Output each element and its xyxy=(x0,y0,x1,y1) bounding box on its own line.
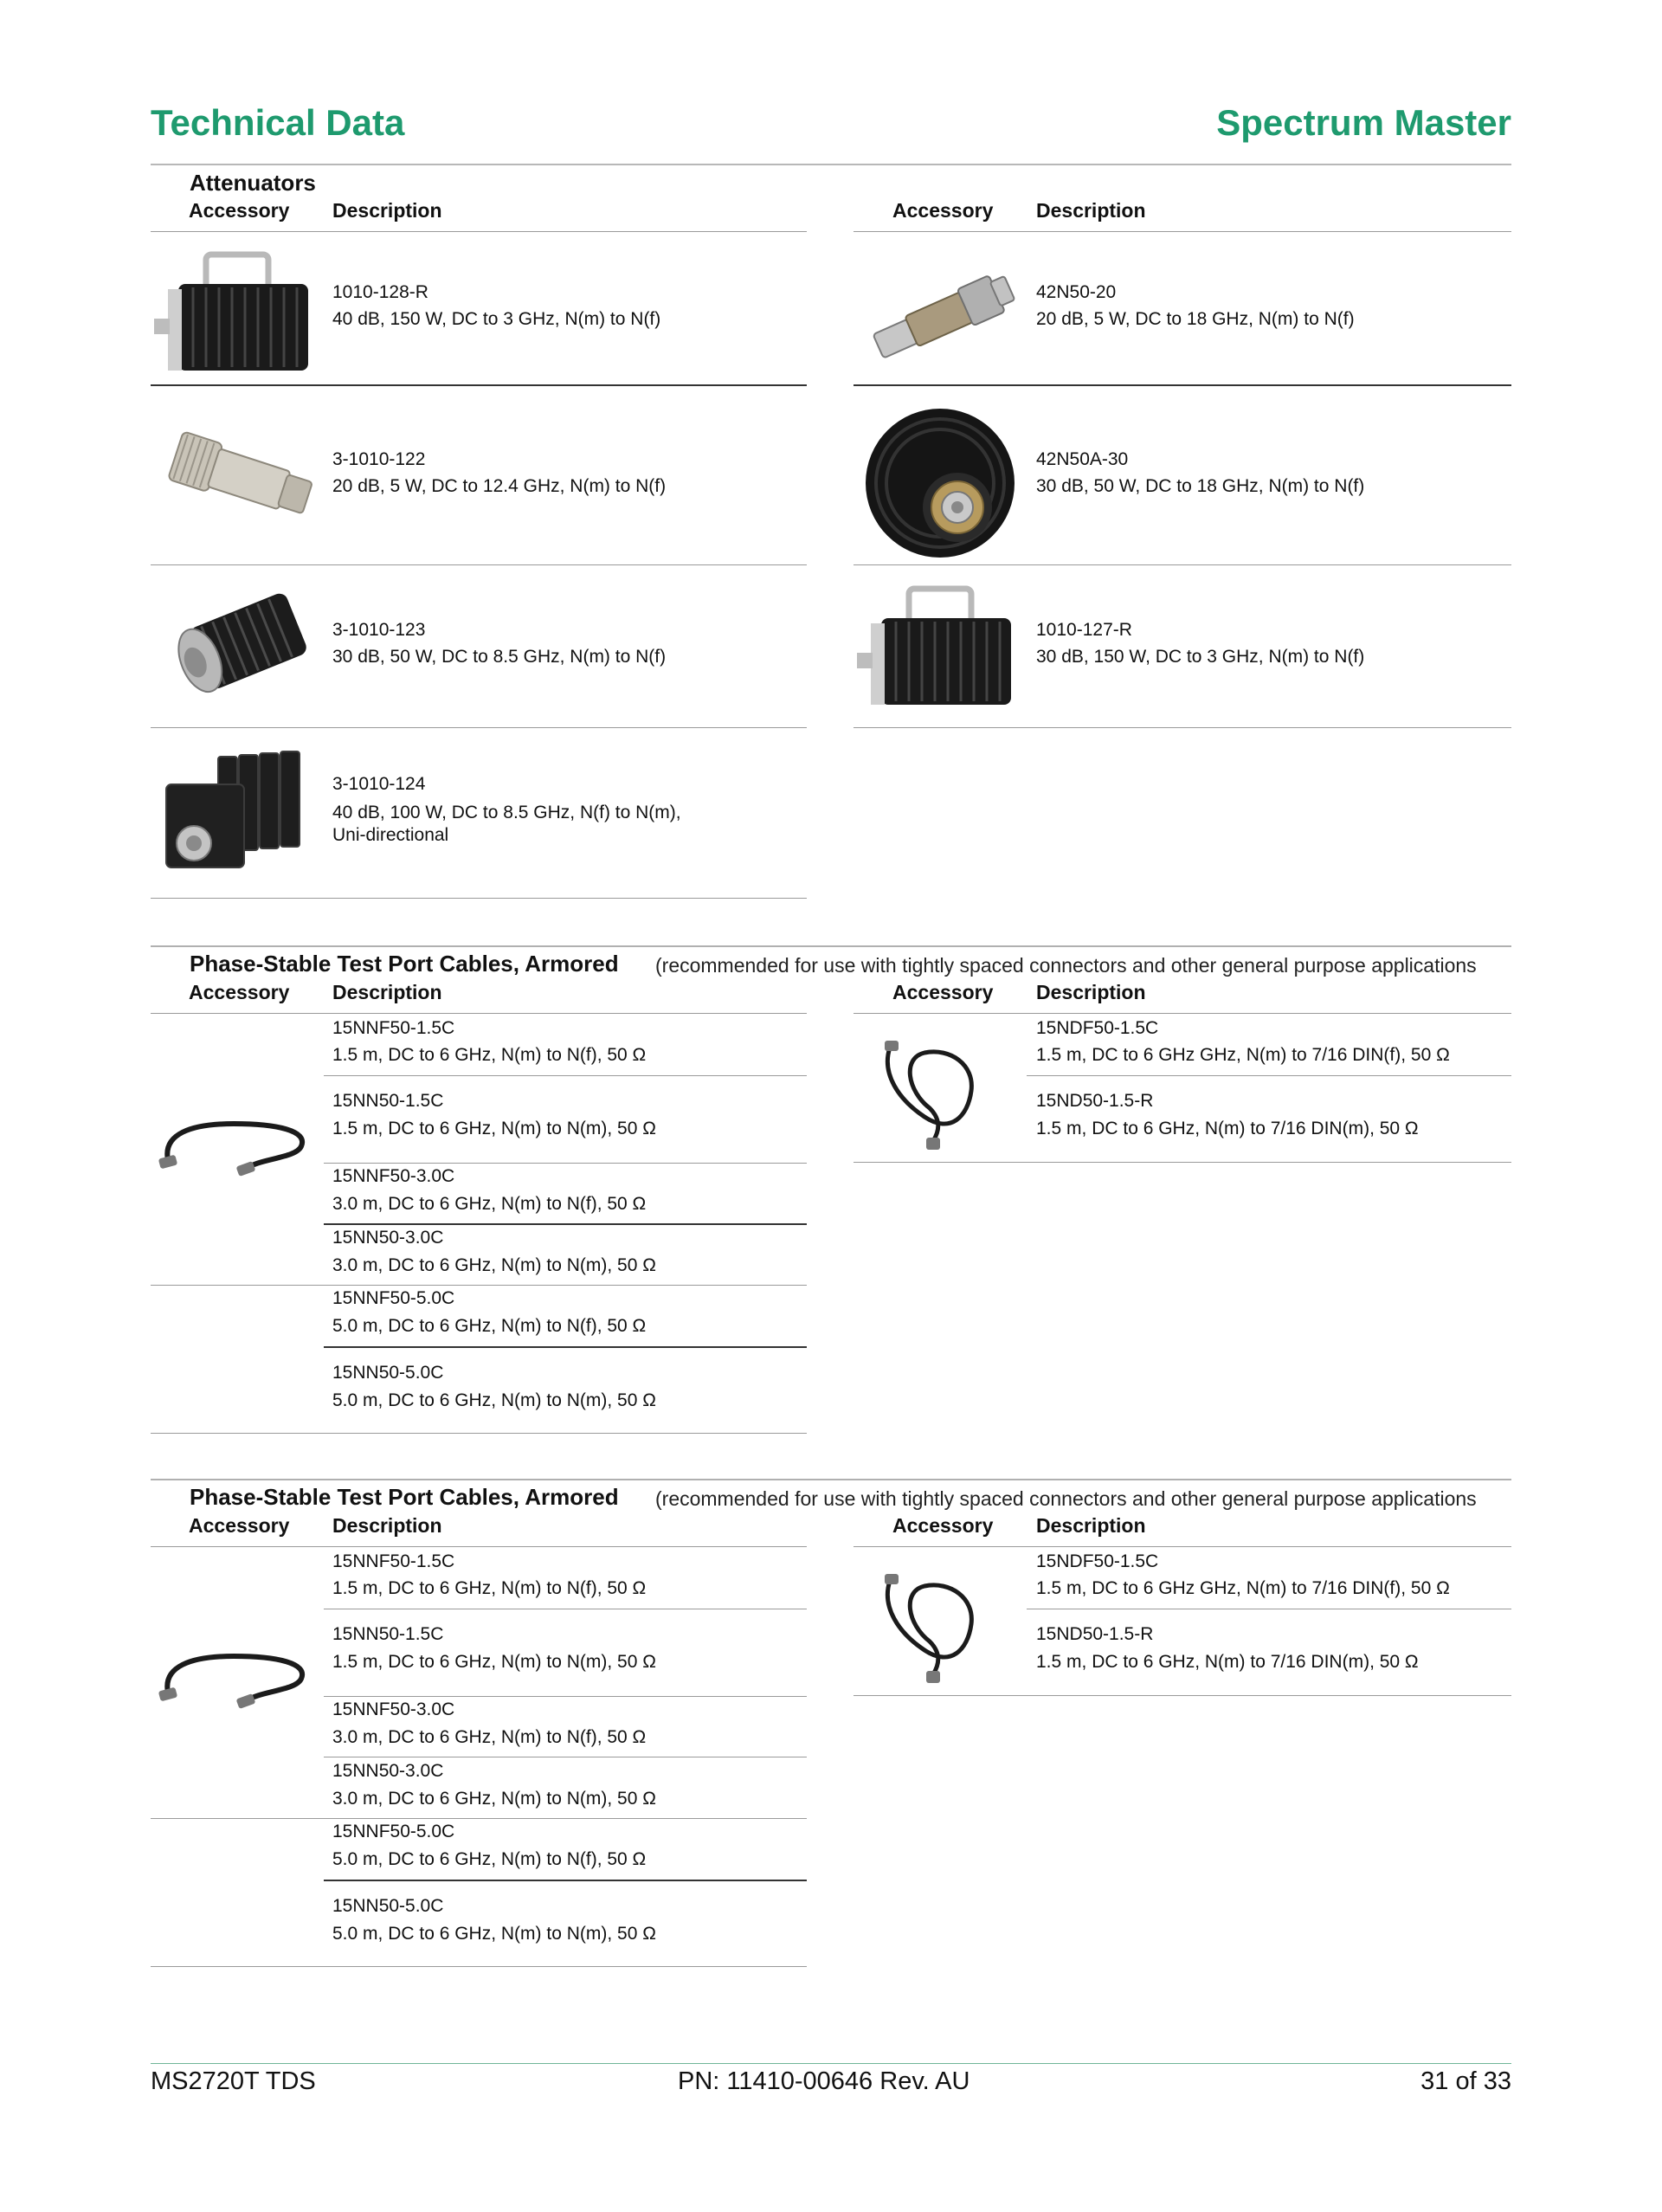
cable-code: 15ND50-1.5-R xyxy=(1036,1624,1154,1644)
cable-code: 15NNF50-5.0C xyxy=(332,1288,455,1308)
section-title-cables: Phase-Stable Test Port Cables, Armored xyxy=(190,1484,619,1510)
page-title: Technical Data xyxy=(151,102,405,143)
divider xyxy=(151,1818,807,1819)
cable-code: 15ND50-1.5-R xyxy=(1036,1091,1154,1111)
header-divider xyxy=(151,164,1511,165)
col-header-description: Description xyxy=(1036,1514,1146,1537)
divider xyxy=(854,564,1511,565)
col-header-description: Description xyxy=(332,981,442,1003)
attenuator-handle-image xyxy=(857,585,1021,715)
divider xyxy=(854,231,1511,232)
divider xyxy=(151,1285,807,1286)
divider xyxy=(854,1013,1511,1014)
cable-code: 15NNF50-1.5C xyxy=(332,1551,455,1571)
col-header-description: Description xyxy=(332,199,442,222)
divider xyxy=(324,1880,807,1881)
col-header-accessory: Accessory xyxy=(189,1514,290,1537)
cable-code: 15NN50-5.0C xyxy=(332,1363,444,1383)
divider xyxy=(854,1695,1511,1696)
attenuator-heatsink-image xyxy=(158,750,313,880)
divider xyxy=(854,1546,1511,1547)
cable-description: 5.0 m, DC to 6 GHz, N(m) to N(f), 50 Ω xyxy=(332,1849,647,1869)
accessory-code: 3-1010-122 xyxy=(332,449,426,469)
attenuator-slim-image xyxy=(860,260,1025,377)
attenuator-round-image xyxy=(862,405,1018,561)
divider xyxy=(151,384,807,386)
cable-code: 15NNF50-3.0C xyxy=(332,1166,455,1186)
cable-description: 1.5 m, DC to 6 GHz, N(m) to N(f), 50 Ω xyxy=(332,1045,647,1065)
divider xyxy=(151,1013,807,1014)
accessory-description: 20 dB, 5 W, DC to 18 GHz, N(m) to N(f) xyxy=(1036,309,1355,329)
cable-image xyxy=(881,1030,985,1151)
accessory-code: 3-1010-123 xyxy=(332,620,426,640)
cable-description: 5.0 m, DC to 6 GHz, N(m) to N(f), 50 Ω xyxy=(332,1316,647,1336)
cable-description: 1.5 m, DC to 6 GHz GHz, N(m) to 7/16 DIN(f), 50 Ω xyxy=(1036,1578,1450,1598)
section-divider xyxy=(151,1479,1511,1480)
section-divider xyxy=(151,945,1511,947)
cable-description: 5.0 m, DC to 6 GHz, N(m) to N(m), 50 Ω xyxy=(332,1390,656,1410)
cable-code: 15NN50-1.5C xyxy=(332,1624,444,1644)
attenuator-handle-image xyxy=(154,251,319,381)
cable-description: 3.0 m, DC to 6 GHz, N(m) to N(m), 50 Ω xyxy=(332,1255,656,1275)
section-note: (recommended for use with tightly spaced connectors and other general purpose applications xyxy=(655,1487,1477,1510)
cable-description: 3.0 m, DC to 6 GHz, N(m) to N(f), 50 Ω xyxy=(332,1194,647,1214)
col-header-description: Description xyxy=(1036,199,1146,222)
cable-code: 15NN50-5.0C xyxy=(332,1896,444,1916)
divider xyxy=(151,564,807,565)
col-header-accessory: Accessory xyxy=(189,199,290,222)
cable-code: 15NDF50-1.5C xyxy=(1036,1018,1159,1038)
section-title-cables: Phase-Stable Test Port Cables, Armored xyxy=(190,951,619,977)
footer-doc-name: MS2720T TDS xyxy=(151,2067,316,2095)
divider xyxy=(151,1966,807,1967)
divider xyxy=(151,1546,807,1547)
cable-description: 1.5 m, DC to 6 GHz, N(m) to 7/16 DIN(m), 50 Ω xyxy=(1036,1119,1419,1138)
attenuator-finned-image xyxy=(163,587,310,704)
footer-page-number: 31 of 33 xyxy=(1420,2067,1511,2095)
col-header-accessory: Accessory xyxy=(892,1514,994,1537)
cable-description: 3.0 m, DC to 6 GHz, N(m) to N(m), 50 Ω xyxy=(332,1789,656,1809)
attenuator-barrel-image xyxy=(164,419,320,540)
divider xyxy=(854,384,1511,386)
accessory-code: 1010-127-R xyxy=(1036,620,1132,640)
cable-code: 15NNF50-5.0C xyxy=(332,1822,455,1841)
accessory-code: 42N50A-30 xyxy=(1036,449,1129,469)
cable-code: 15NDF50-1.5C xyxy=(1036,1551,1159,1571)
accessory-description: 30 dB, 50 W, DC to 8.5 GHz, N(m) to N(f) xyxy=(332,647,667,667)
accessory-code: 1010-128-R xyxy=(332,282,428,302)
cable-description: 3.0 m, DC to 6 GHz, N(m) to N(f), 50 Ω xyxy=(332,1727,647,1747)
divider xyxy=(854,1162,1511,1163)
col-header-description: Description xyxy=(1036,981,1146,1003)
divider xyxy=(1027,1075,1511,1076)
section-title-attenuators: Attenuators xyxy=(190,170,316,196)
col-header-accessory: Accessory xyxy=(892,981,994,1003)
accessory-description: 40 dB, 100 W, DC to 8.5 GHz, N(f) to N(m), Uni-directional xyxy=(332,803,681,845)
cable-image xyxy=(156,1641,312,1710)
cable-description: 1.5 m, DC to 6 GHz GHz, N(m) to 7/16 DIN(f), 50 Ω xyxy=(1036,1045,1450,1065)
product-title: Spectrum Master xyxy=(1216,102,1511,143)
cable-code: 15NN50-3.0C xyxy=(332,1228,444,1248)
footer-part-number: PN: 11410-00646 Rev. AU xyxy=(678,2067,970,2095)
cable-image xyxy=(881,1564,985,1685)
cable-image xyxy=(156,1108,312,1177)
cable-description: 5.0 m, DC to 6 GHz, N(m) to N(m), 50 Ω xyxy=(332,1924,656,1944)
cable-code: 15NNF50-3.0C xyxy=(332,1699,455,1719)
cable-code: 15NN50-3.0C xyxy=(332,1761,444,1781)
cable-description: 1.5 m, DC to 6 GHz, N(m) to 7/16 DIN(m), 50 Ω xyxy=(1036,1652,1419,1672)
footer-divider xyxy=(151,2063,1511,2064)
divider xyxy=(151,898,807,899)
accessory-description: 40 dB, 150 W, DC to 3 GHz, N(m) to N(f) xyxy=(332,309,661,329)
cable-code: 15NN50-1.5C xyxy=(332,1091,444,1111)
divider xyxy=(324,1075,807,1076)
col-header-accessory: Accessory xyxy=(189,981,290,1003)
accessory-description: 30 dB, 150 W, DC to 3 GHz, N(m) to N(f) xyxy=(1036,647,1365,667)
cable-description: 1.5 m, DC to 6 GHz, N(m) to N(f), 50 Ω xyxy=(332,1578,647,1598)
col-header-accessory: Accessory xyxy=(892,199,994,222)
divider xyxy=(854,727,1511,728)
divider xyxy=(151,727,807,728)
cable-description: 1.5 m, DC to 6 GHz, N(m) to N(m), 50 Ω xyxy=(332,1119,656,1138)
col-header-description: Description xyxy=(332,1514,442,1537)
accessory-code: 3-1010-124 xyxy=(332,774,426,794)
divider xyxy=(151,231,807,232)
divider xyxy=(151,1433,807,1434)
divider xyxy=(324,1346,807,1348)
accessory-code: 42N50-20 xyxy=(1036,282,1117,302)
cable-description: 1.5 m, DC to 6 GHz, N(m) to N(m), 50 Ω xyxy=(332,1652,656,1672)
cable-code: 15NNF50-1.5C xyxy=(332,1018,455,1038)
accessory-description: 30 dB, 50 W, DC to 18 GHz, N(m) to N(f) xyxy=(1036,476,1365,496)
section-note: (recommended for use with tightly spaced connectors and other general purpose applications xyxy=(655,954,1477,977)
accessory-description: 20 dB, 5 W, DC to 12.4 GHz, N(m) to N(f) xyxy=(332,476,667,496)
